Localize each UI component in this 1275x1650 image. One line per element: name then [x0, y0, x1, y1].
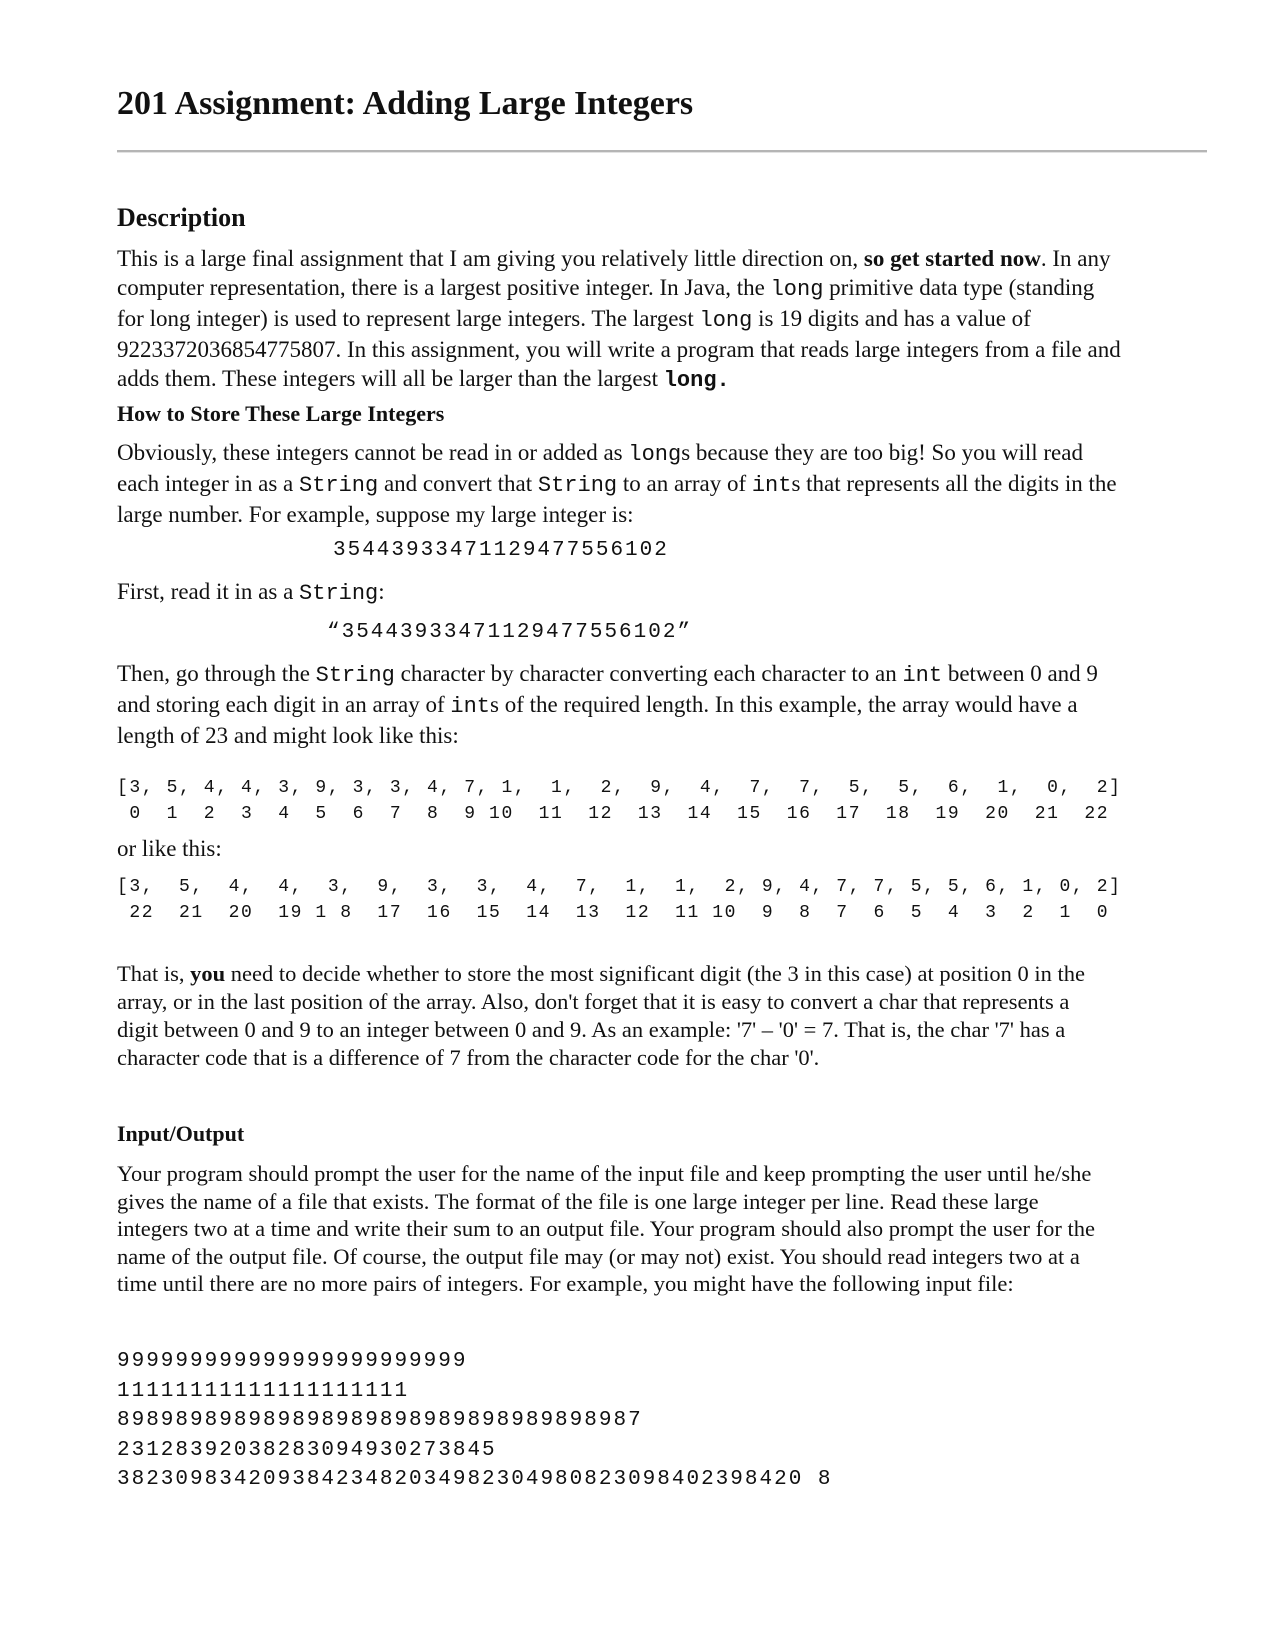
description-line: 9223372036854775807. In this assignment, you will write a program that reads large integers from a file and — [117, 337, 1121, 362]
io-paragraph — [117, 1160, 1207, 1298]
input-line: 999999999999999999999999 — [117, 1350, 468, 1373]
input-line: 23128392038283094930273845 — [117, 1438, 497, 1462]
array-example-2 — [117, 874, 1122, 926]
array-values: [3, 5, 4, 4, 3, 9, 3, 3, 4, 7, 1, 1, 2, 9, 4, 7, 7, 5, 5, 6, 1, 0, 2] — [117, 877, 1122, 897]
description-paragraph — [117, 244, 1207, 395]
description-line: adds them. These integers will all be larger than the largest long. — [117, 366, 730, 393]
store-line: That is, you need to decide whether to store the most significant digit (the 3 in this case) at position 0 in the — [117, 961, 1085, 986]
array-values: [3, 5, 4, 4, 3, 9, 3, 3, 4, 7, 1, 1, 2, 9, 4, 7, 7, 5, 5, 6, 1, 0, 2] — [117, 778, 1122, 798]
array-indices: 22 21 20 19 1 8 17 16 15 14 13 12 11 10 9 8 7 6 5 4 3 2 1 0 — [117, 903, 1110, 923]
store-paragraph-3 — [117, 960, 1207, 1072]
description-line: This is a large final assignment that I am giving you relatively little direction on, so get started now. In any — [117, 246, 1111, 271]
or-like-this-text: or like this: — [117, 836, 222, 861]
store-line: each integer in as a String and convert that String to an array of ints that represents all the digits in the — [117, 471, 1117, 498]
io-line: name of the output file. Of course, the output file may (or may not) exist. You should read integers two at a — [117, 1243, 1080, 1269]
description-line: computer representation, there is a largest positive integer. In Java, the long primitive data type (standing — [117, 275, 1095, 302]
example-number: 35443933471129477556102 — [333, 539, 669, 562]
store-paragraph-2 — [117, 659, 1207, 750]
store-line: and storing each digit in an array of ints of the required length. In this example, the array would have a — [117, 692, 1078, 719]
store-line: array, or in the last position of the array. Also, don't forget that it is easy to convert a char that represents a — [117, 989, 1070, 1014]
input-line: 898989898989898989898989898989898987 — [117, 1409, 643, 1432]
read-as-string-text: First, read it in as a String: — [117, 579, 385, 606]
input-line: 11111111111111111111 — [117, 1379, 410, 1403]
store-line: character code that is a difference of 7 from the character code for the char '0'. — [117, 1045, 820, 1070]
store-line: large number. For example, suppose my large integer is: — [117, 502, 634, 527]
store-paragraph-1 — [117, 438, 1207, 529]
io-line: Your program should prompt the user for the name of the input file and keep prompting the user until he/she — [117, 1161, 1092, 1186]
input-file-example — [117, 1347, 833, 1495]
input-line: 38230983420938423482034982304980823098402398420 8 — [117, 1468, 833, 1491]
io-line: gives the name of a file that exists. The format of the file is one large integer per line. Read these large — [117, 1188, 1039, 1214]
store-line: Obviously, these integers cannot be read in or added as longs because they are too big! So you will read — [117, 440, 1083, 467]
description-heading: Description — [117, 203, 246, 232]
io-line: time until there are no more pairs of integers. For example, you might have the following input file: — [117, 1271, 1014, 1296]
example-string: “35443933471129477556102” — [327, 621, 693, 644]
store-line: length of 23 and might look like this: — [117, 723, 459, 748]
store-heading: How to Store These Large Integers — [117, 401, 445, 426]
store-line: digit between 0 and 9 to an integer between 0 and 9. As an example: '7' – '0' = 7. That is, the char '7' has a — [117, 1017, 1066, 1042]
store-line: Then, go through the String character by character converting each character to an int between 0 and 9 — [117, 661, 1098, 688]
array-indices: 0 1 2 3 4 5 6 7 8 9 10 11 12 13 14 15 16 17 18 19 20 21 22 — [117, 804, 1110, 824]
title-divider — [117, 150, 1207, 153]
array-example-1 — [117, 775, 1122, 827]
io-heading: Input/Output — [117, 1121, 245, 1146]
io-line: integers two at a time and write their sum to an output file. Your program should also prompt the user for the — [117, 1216, 1095, 1241]
page-title: 201 Assignment: Adding Large Integers — [117, 85, 694, 122]
description-line: for long integer) is used to represent large integers. The largest long is 19 digits and has a value of — [117, 306, 1031, 333]
